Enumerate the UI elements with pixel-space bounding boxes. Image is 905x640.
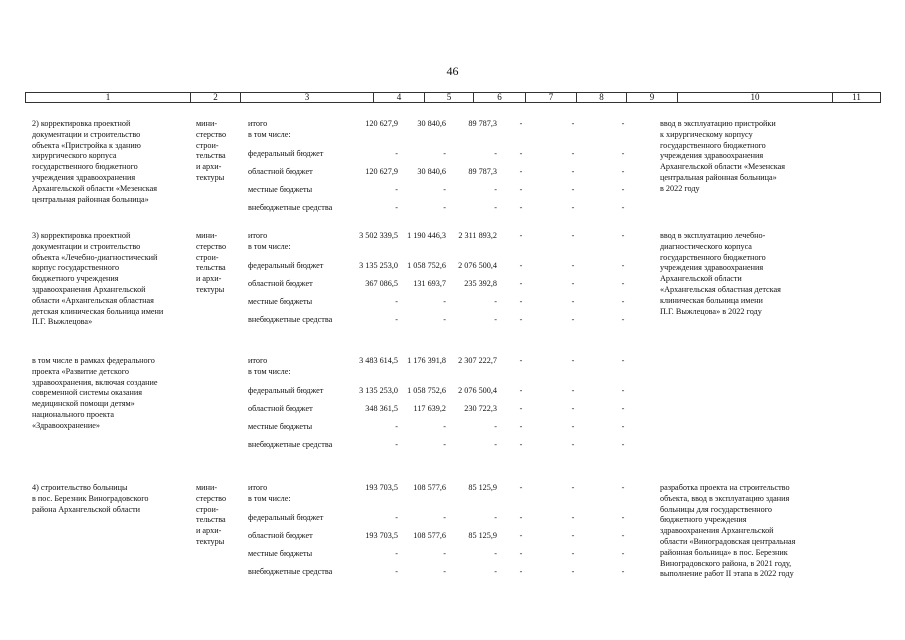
amount-cell: 1 176 391,8	[407, 356, 446, 365]
label-line: областной бюджет	[248, 279, 313, 288]
amount-cell: 108 577,6	[413, 483, 446, 492]
amount-cell: -	[571, 315, 575, 324]
amount-cell: -	[519, 297, 523, 306]
result-line: центральная районная больница»	[660, 172, 777, 182]
amount-cell: 367 086,5	[365, 279, 398, 288]
funding-row	[0, 149, 905, 160]
funding-row	[0, 422, 905, 433]
measure-block	[0, 119, 905, 229]
amount-cell: -	[571, 567, 575, 576]
amount-cell: -	[571, 279, 575, 288]
description-line: государственного бюджетного	[32, 162, 138, 172]
amount-cell: -	[519, 119, 523, 128]
result-line: «Архангельская областная детская	[660, 284, 781, 294]
label-line: местные бюджеты	[248, 297, 313, 306]
label-line: итого	[248, 119, 268, 128]
amount-cell: -	[494, 422, 497, 431]
amount-cell: -	[519, 549, 523, 558]
amount-cell: -	[571, 422, 575, 431]
amount-cell: 2 311 893,2	[458, 231, 497, 240]
amount-cell: 108 577,6	[413, 531, 446, 540]
label-line: федеральный бюджет	[248, 386, 324, 395]
amount-cell: 85 125,9	[468, 483, 497, 492]
amount-cell: 120 627,9	[365, 119, 398, 128]
funding-source-label	[248, 185, 348, 196]
amount-cell: -	[571, 167, 575, 176]
amount-cell: -	[519, 167, 523, 176]
amount-cell: -	[621, 531, 625, 540]
header-cell: 2	[191, 93, 241, 103]
funding-row	[0, 279, 905, 290]
header-cell: 7	[526, 93, 577, 103]
description-line: 3) корректировка проектной	[32, 231, 131, 240]
measure-block	[0, 356, 905, 466]
description-line: центральная районная больница»	[32, 194, 149, 204]
header-cell: 11	[833, 93, 881, 103]
amount-cell: -	[621, 483, 625, 492]
amount-cell: -	[443, 315, 446, 324]
label-line: в том числе:	[248, 129, 291, 139]
executor-line: строи-	[196, 140, 219, 150]
description-line: бюджетного учреждения	[32, 274, 119, 284]
amount-cell: -	[494, 513, 497, 522]
funding-row	[0, 386, 905, 397]
measure-block	[0, 483, 905, 593]
funding-source-label	[248, 315, 348, 326]
amount-cell: -	[621, 119, 625, 128]
result-line: П.Г. Выжлецова» в 2022 году	[660, 306, 762, 316]
amount-cell: -	[571, 297, 575, 306]
label-line: внебюджетные средства	[248, 315, 333, 324]
amount-cell: -	[621, 231, 625, 240]
amount-cell: -	[571, 185, 575, 194]
result-line: объекта, ввод в эксплуатацию здания	[660, 493, 790, 503]
header-cell: 6	[474, 93, 526, 103]
amount-cell: -	[571, 119, 575, 128]
funding-row	[0, 440, 905, 451]
amount-cell: -	[621, 422, 625, 431]
amount-cell: -	[443, 203, 446, 212]
amount-cell: 2 076 500,4	[458, 261, 497, 270]
amount-cell: -	[571, 261, 575, 270]
amount-cell: -	[443, 549, 446, 558]
amount-cell: -	[621, 513, 625, 522]
result-line: Архангельской области «Мезенская	[660, 162, 785, 172]
executor-line: стерство	[196, 241, 227, 251]
amount-cell: -	[621, 386, 625, 395]
amount-cell: -	[571, 356, 575, 365]
funding-source-label	[248, 386, 348, 397]
amount-cell: 348 361,5	[365, 404, 398, 413]
amount-cell: 1 058 752,6	[407, 386, 446, 395]
funding-row	[0, 297, 905, 308]
amount-cell: 85 125,9	[468, 531, 497, 540]
amount-cell: -	[519, 185, 523, 194]
column-number-header	[25, 92, 881, 103]
label-line: областной бюджет	[248, 531, 313, 540]
description-line: документации и строительство	[32, 129, 141, 139]
amount-cell: -	[443, 422, 446, 431]
label-line: федеральный бюджет	[248, 149, 324, 158]
description-line: современной системы оказания	[32, 388, 142, 398]
header-cell: 3	[241, 93, 374, 103]
amount-cell: 3 483 614,5	[359, 356, 398, 365]
amount-cell: -	[395, 315, 398, 324]
amount-cell: 120 627,9	[365, 167, 398, 176]
label-line: местные бюджеты	[248, 185, 313, 194]
amount-cell: -	[621, 567, 625, 576]
amount-cell: -	[395, 422, 398, 431]
description-line: здравоохранения, включая создание	[32, 377, 158, 387]
executor-line: тектуры	[196, 172, 225, 182]
amount-cell: -	[519, 422, 523, 431]
amount-cell: -	[621, 549, 625, 558]
amount-cell: -	[494, 567, 497, 576]
amount-cell: -	[621, 261, 625, 270]
amount-cell: 89 787,3	[468, 119, 497, 128]
funding-row	[0, 531, 905, 542]
amount-cell: -	[494, 297, 497, 306]
amount-cell: 131 693,7	[413, 279, 446, 288]
label-line: местные бюджеты	[248, 422, 313, 431]
result-line: Виноградовского района, в 2021 году,	[660, 558, 792, 568]
result-line: государственного бюджетного	[660, 140, 766, 150]
amount-cell: -	[571, 549, 575, 558]
description-line: 4) строительство больницы	[32, 483, 128, 492]
description-line: «Здравоохранение»	[32, 420, 101, 430]
executor-line: тельства	[196, 263, 226, 273]
description-line: документации и строительство	[32, 241, 141, 251]
label-line: итого	[248, 483, 268, 492]
result-line: государственного бюджетного	[660, 252, 766, 262]
label-line: внебюджетные средства	[248, 440, 333, 449]
description-line: объекта «Лечебно-диагностический	[32, 252, 158, 262]
amount-cell: 1 190 446,3	[407, 231, 446, 240]
amount-cell: -	[443, 149, 446, 158]
funding-row	[0, 404, 905, 415]
header-cell: 8	[577, 93, 627, 103]
amount-cell: -	[395, 203, 398, 212]
funding-source-label	[248, 404, 348, 415]
header-cell: 5	[425, 93, 474, 103]
executor-line: мини-	[196, 483, 218, 492]
amount-cell: -	[571, 203, 575, 212]
funding-source-label	[248, 149, 348, 160]
amount-cell: -	[519, 483, 523, 492]
funding-source-label	[248, 119, 348, 141]
result-line: районная больница» в пос. Березник	[660, 547, 788, 557]
amount-cell: -	[621, 404, 625, 413]
description-line: в пос. Березник Виноградовского	[32, 493, 149, 503]
description-line: национального проекта	[32, 409, 115, 419]
funding-row	[0, 185, 905, 196]
amount-cell: 30 840,6	[417, 167, 446, 176]
executor-line: строи-	[196, 252, 219, 262]
result-line: ввод в эксплуатацию лечебно-	[660, 231, 766, 240]
description-line: учреждения здравоохранения	[32, 172, 136, 182]
amount-cell: -	[621, 279, 625, 288]
amount-cell: 30 840,6	[417, 119, 446, 128]
amount-cell: -	[621, 315, 625, 324]
executor-line: тектуры	[196, 284, 225, 294]
description-line: проекта «Развитие детского	[32, 366, 129, 376]
amount-cell: -	[519, 315, 523, 324]
result-line: ввод в эксплуатацию пристройки	[660, 119, 776, 128]
amount-cell: -	[519, 440, 523, 449]
amount-cell: -	[621, 149, 625, 158]
amount-cell: -	[443, 513, 446, 522]
amount-cell: -	[519, 261, 523, 270]
executor-line: тектуры	[196, 536, 225, 546]
executor-line: и архи-	[196, 526, 222, 536]
funding-row	[0, 203, 905, 214]
amount-cell: -	[621, 440, 625, 449]
result-line: выполнение работ II этапа в 2022 году	[660, 569, 794, 579]
result-line: разработка проекта на строительство	[660, 483, 790, 492]
executor-line: тельства	[196, 151, 226, 161]
label-line: местные бюджеты	[248, 549, 313, 558]
amount-cell: 235 392,8	[464, 279, 497, 288]
amount-cell: -	[395, 440, 398, 449]
amount-cell: -	[571, 531, 575, 540]
result-line: к хирургическому корпусу	[660, 129, 753, 139]
label-line: итого	[248, 231, 268, 240]
amount-cell: -	[494, 440, 497, 449]
funding-row	[0, 513, 905, 524]
description-line: области «Архангельская областная	[32, 295, 154, 305]
executor-line: и архи-	[196, 274, 222, 284]
amount-cell: 3 502 339,5	[359, 231, 398, 240]
result-line: области «Виноградовская центральная	[660, 536, 796, 546]
description-line: района Архангельской области	[32, 504, 141, 514]
description-line: 2) корректировка проектной	[32, 119, 131, 128]
amount-cell: -	[519, 513, 523, 522]
funding-source-label	[248, 483, 348, 505]
label-line: федеральный бюджет	[248, 261, 324, 270]
amount-cell: -	[519, 149, 523, 158]
executor-line: тельства	[196, 515, 226, 525]
result-line: учреждения здравоохранения	[660, 263, 764, 273]
funding-source-label	[248, 167, 348, 178]
description-line: в том числе в рамках федерального	[32, 356, 155, 365]
funding-source-label	[248, 440, 348, 451]
amount-cell: 117 639,2	[413, 404, 446, 413]
amount-cell: -	[571, 440, 575, 449]
amount-cell: -	[519, 356, 523, 365]
label-line: федеральный бюджет	[248, 513, 324, 522]
funding-row	[0, 549, 905, 560]
description-line: здравоохранения Архангельской	[32, 284, 146, 294]
amount-cell: -	[519, 203, 523, 212]
amount-cell: -	[519, 404, 523, 413]
executor-line: мини-	[196, 119, 218, 128]
amount-cell: 193 703,5	[365, 483, 398, 492]
amount-cell: -	[571, 483, 575, 492]
amount-cell: -	[395, 185, 398, 194]
result-line: Архангельской области	[660, 274, 742, 284]
amount-cell: -	[519, 231, 523, 240]
funding-source-label	[248, 422, 348, 433]
amount-cell: -	[395, 297, 398, 306]
amount-cell: -	[443, 297, 446, 306]
amount-cell: -	[395, 149, 398, 158]
amount-cell: -	[621, 185, 625, 194]
amount-cell: -	[443, 185, 446, 194]
amount-cell: -	[621, 356, 625, 365]
funding-source-label	[248, 567, 348, 578]
amount-cell: 2 307 222,7	[458, 356, 497, 365]
description-line: детская клиническая больница имени	[32, 306, 164, 316]
amount-cell: -	[519, 531, 523, 540]
header-cell: 1	[26, 93, 191, 103]
executor-line: и архи-	[196, 162, 222, 172]
amount-cell: 3 135 253,0	[359, 386, 398, 395]
amount-cell: -	[395, 567, 398, 576]
executor-line: стерство	[196, 129, 227, 139]
funding-source-label	[248, 531, 348, 542]
result-line: в 2022 году	[660, 183, 700, 193]
description-line: медицинской помощи детям»	[32, 399, 135, 409]
amount-cell: -	[494, 149, 497, 158]
amount-cell: 1 058 752,6	[407, 261, 446, 270]
label-line: итого	[248, 356, 268, 365]
label-line: внебюджетные средства	[248, 567, 333, 576]
funding-source-label	[248, 549, 348, 560]
description-line: Архангельской области «Мезенская	[32, 183, 157, 193]
executor-line: стерство	[196, 493, 227, 503]
amount-cell: -	[395, 549, 398, 558]
description-line: объекта «Пристройка к зданию	[32, 140, 141, 150]
amount-cell: -	[494, 185, 497, 194]
amount-cell: -	[571, 386, 575, 395]
result-line: учреждения здравоохранения	[660, 151, 764, 161]
amount-cell: -	[571, 149, 575, 158]
funding-row	[0, 315, 905, 326]
label-line: в том числе:	[248, 241, 291, 251]
description-line: корпус государственного	[32, 263, 120, 273]
executor-line: мини-	[196, 231, 218, 240]
amount-cell: 230 722,3	[464, 404, 497, 413]
amount-cell: -	[494, 315, 497, 324]
label-line: в том числе:	[248, 493, 291, 503]
result-line: бюджетного учреждения	[660, 515, 747, 525]
label-line: внебюджетные средства	[248, 203, 333, 212]
amount-cell: -	[621, 203, 625, 212]
funding-row	[0, 167, 905, 178]
amount-cell: -	[571, 231, 575, 240]
label-line: в том числе:	[248, 366, 291, 376]
result-line: больницы для государственного	[660, 504, 772, 514]
amount-cell: -	[571, 513, 575, 522]
funding-source-label	[248, 356, 348, 378]
amount-cell: -	[494, 203, 497, 212]
header-cell: 9	[627, 93, 678, 103]
executor-line: строи-	[196, 504, 219, 514]
amount-cell: -	[621, 297, 625, 306]
amount-cell: -	[494, 549, 497, 558]
amount-cell: -	[395, 513, 398, 522]
amount-cell: 3 135 253,0	[359, 261, 398, 270]
amount-cell: -	[621, 167, 625, 176]
header-cell: 10	[678, 93, 833, 103]
amount-cell: -	[519, 567, 523, 576]
amount-cell: -	[519, 386, 523, 395]
funding-source-label	[248, 203, 348, 214]
result-line: клиническая больница имени	[660, 295, 763, 305]
amount-cell: -	[519, 279, 523, 288]
header-cell: 4	[374, 93, 425, 103]
page-number: 46	[446, 64, 459, 78]
amount-cell: 193 703,5	[365, 531, 398, 540]
funding-source-label	[248, 279, 348, 290]
measure-block	[0, 231, 905, 341]
label-line: областной бюджет	[248, 167, 313, 176]
result-line: диагностического корпуса	[660, 241, 752, 251]
funding-source-label	[248, 261, 348, 272]
funding-source-label	[248, 513, 348, 524]
description-line: хирургического корпуса	[32, 151, 117, 161]
description-line: П.Г. Выжлецова»	[32, 317, 93, 327]
result-line: здравоохранения Архангельской	[660, 526, 774, 536]
amount-cell: -	[443, 440, 446, 449]
amount-cell: 89 787,3	[468, 167, 497, 176]
amount-cell: 2 076 500,4	[458, 386, 497, 395]
amount-cell: -	[571, 404, 575, 413]
funding-source-label	[248, 297, 348, 308]
funding-row	[0, 567, 905, 578]
funding-source-label	[248, 231, 348, 253]
label-line: областной бюджет	[248, 404, 313, 413]
amount-cell: -	[443, 567, 446, 576]
funding-row	[0, 261, 905, 272]
